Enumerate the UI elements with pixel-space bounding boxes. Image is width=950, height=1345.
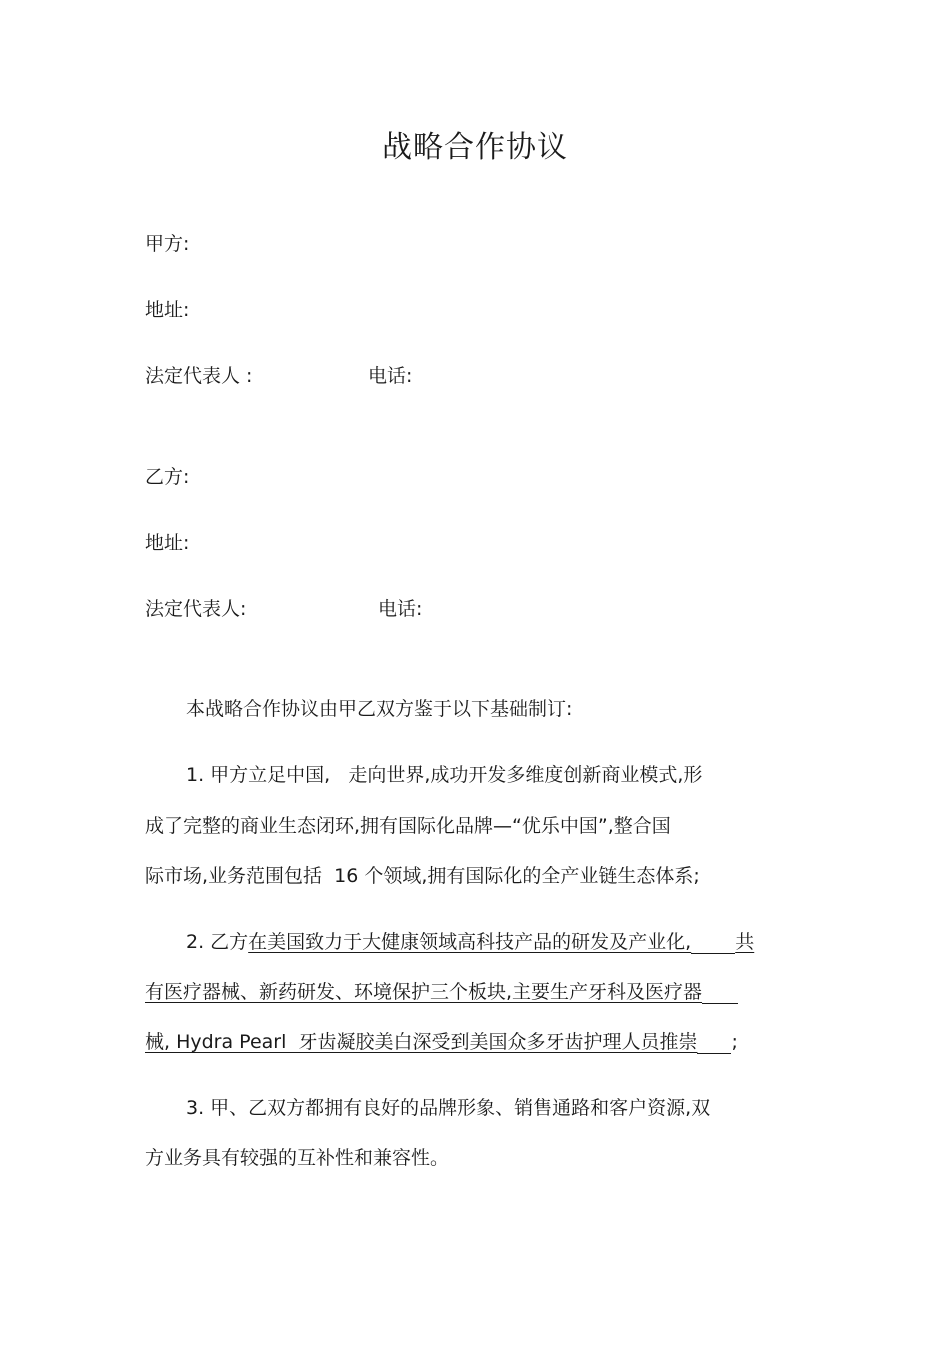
clause-2-line-1: [186, 930, 754, 954]
clause-2-line-3-end: ;: [731, 1031, 738, 1053]
party-b-address-label: 地址:: [145, 532, 190, 554]
intro-paragraph: 本战略合作协议由甲乙双方鉴于以下基础制订:: [186, 698, 573, 720]
clause-1-line-1: 1. 甲方立足中国, 走向世界,成功开发多维度创新商业模式,形: [186, 764, 703, 786]
clause-2-line-3: [145, 1030, 738, 1054]
document-title: 战略合作协议: [382, 130, 568, 165]
party-a-rep-label: 法定代表人 :: [145, 365, 253, 387]
clause-1-line-2: 成了完整的商业生态闭环,拥有国际化品牌—“优乐中国”,整合国: [145, 815, 671, 837]
underline-blank: [691, 931, 735, 954]
clause-2-underlined-text-3: 械, Hydra Pearl 牙齿凝胶美白深受到美国众多牙齿护理人员推崇: [145, 1031, 698, 1053]
clause-2-line-1-tail: 共: [735, 931, 755, 953]
party-b-phone-label: 电话:: [378, 598, 423, 620]
party-b-name-label: 乙方:: [145, 466, 190, 488]
party-a-address-label: 地址:: [145, 299, 190, 321]
party-a-phone-label: 电话:: [368, 365, 413, 387]
clause-2-prefix: 2. 乙方: [186, 931, 249, 953]
clause-2-underlined-text-1: 在美国致力于大健康领域高科技产品的研发及产业化,: [248, 931, 692, 953]
party-b-rep-label: 法定代表人:: [145, 598, 247, 620]
clause-2-underlined-text-2: 有医疗器械、新药研发、环境保护三个板块,主要生产牙科及医疗器: [145, 981, 703, 1003]
underline-blank: [702, 981, 738, 1004]
party-a-name-label: 甲方:: [145, 233, 190, 255]
clause-2-line-2: [145, 980, 738, 1004]
clause-1-line-3: 际市场,业务范围包括 16 个领域,拥有国际化的全产业链生态体系;: [145, 865, 700, 887]
clause-3-line-1: 3. 甲、乙双方都拥有良好的品牌形象、销售通路和客户资源,双: [186, 1097, 711, 1119]
clause-3-line-2: 方业务具有较强的互补性和兼容性。: [145, 1147, 450, 1169]
underline-blank: [697, 1031, 731, 1054]
